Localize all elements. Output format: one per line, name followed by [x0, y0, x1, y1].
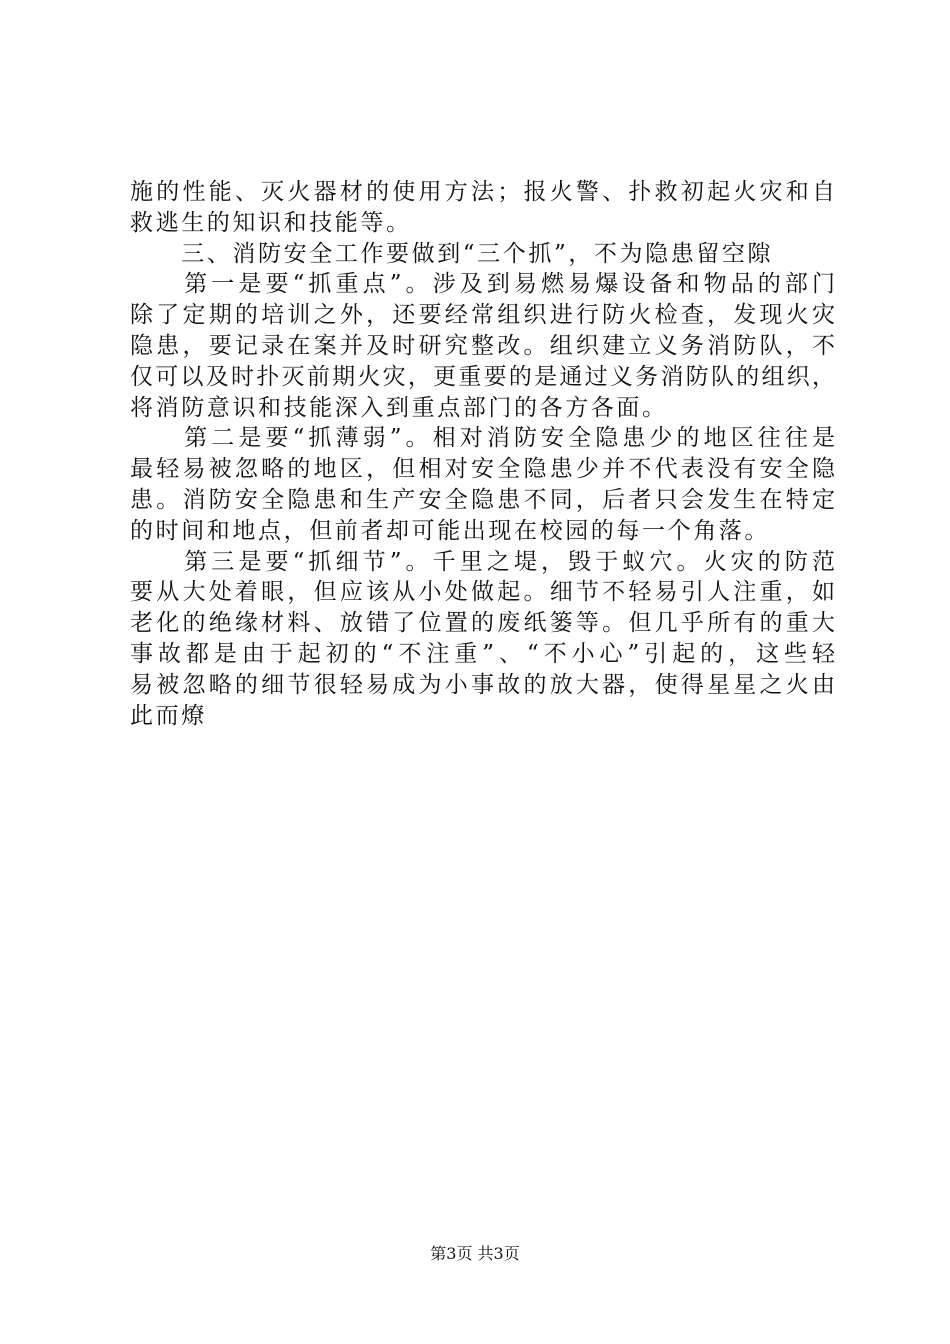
- text-line: 患。消防安全隐患和生产安全隐患不同，后者只会发生在特定: [130, 486, 835, 513]
- text-line: 除了定期的培训之外，还要经常组织进行防火检查，发现火灾: [130, 302, 835, 329]
- text-line: 第一是要“抓重点”。涉及到易燃易爆设备和物品的部门: [130, 271, 835, 298]
- document-body: [130, 177, 835, 731]
- text-line: 易被忽略的细节很轻易成为小事故的放大器，使得星星之火由: [130, 671, 835, 698]
- text-line: 的时间和地点，但前者却可能出现在校园的每一个角落。: [130, 517, 770, 544]
- text-line: 隐患，要记录在案并及时研究整改。组织建立义务消防队，不: [130, 332, 835, 359]
- text-line: 最轻易被忽略的地区，但相对安全隐患少并不代表没有安全隐: [130, 456, 835, 483]
- text-line: 此而燎: [130, 702, 207, 729]
- text-line: 第二是要“抓薄弱”。相对消防安全隐患少的地区往往是: [130, 425, 835, 452]
- text-line: 仅可以及时扑灭前期火灾，更重要的是通过义务消防队的组织，: [130, 363, 835, 390]
- text-line: 救逃生的知识和技能等。: [130, 209, 412, 236]
- text-line: 老化的绝缘材料、放错了位置的废纸篓等。但几乎所有的重大: [130, 610, 835, 637]
- text-line: 要从大处着眼，但应该从小处做起。细节不轻易引人注重，如: [130, 579, 835, 606]
- text-line: 第三是要“抓细节”。千里之堤，毁于蚁穴。火灾的防范: [130, 548, 835, 575]
- text-line: 事故都是由于起初的“不注重”、“不小心”引起的，这些轻: [130, 640, 835, 667]
- text-line: 施的性能、灭火器材的使用方法；报火警、扑救初起火灾和自: [130, 179, 835, 205]
- section-heading: 三、消防安全工作要做到“三个抓”，不为隐患留空隙: [130, 240, 774, 267]
- page-number-footer: 第3页 共3页: [430, 1244, 520, 1263]
- text-line: 将消防意识和技能深入到重点部门的各方各面。: [130, 394, 668, 421]
